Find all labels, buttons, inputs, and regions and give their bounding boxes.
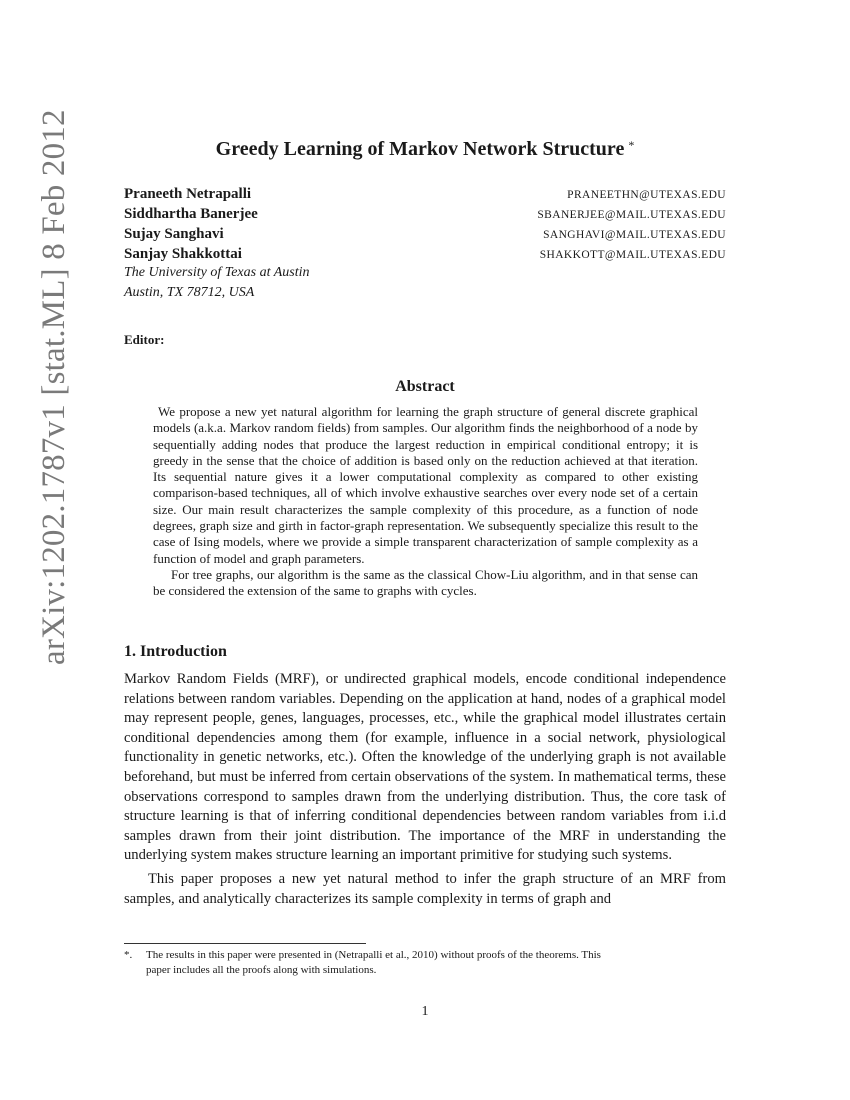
footnote-line <box>124 948 726 963</box>
author-email: SBANERJEE@MAIL.UTEXAS.EDU <box>537 209 726 221</box>
title-footnote-mark: * <box>628 138 635 152</box>
author-row <box>124 226 726 246</box>
abstract-paragraph: We propose a new yet natural algorithm for learning the graph structure of general discrete graphical models (a.k.a. Markov random fields) from samples. Our algorithm finds the neighborhood of a node by sequentially adding nodes that produce the largest reduction in empirical conditional entropy; it is greedy in the sense that the choice of addition is based only on the reduction achieved at that iteration. Its sequential nature gives it a lower computational complexity as compared to other existing comparison-based techniques, all of which involve exhaustive searches over every node set of a certain size. Our main result characterizes the sample complexity of this procedure, as a function of node degrees, graph size and girth in factor-graph representation. We subsequently specialize this result to the case of Ising models, where we provide a simple transparent characterization of sample complexity as a function of model and graph parameters. <box>153 404 698 566</box>
author-row <box>124 206 726 226</box>
footnote-line: paper includes all the proofs along with simulations. <box>146 964 377 976</box>
paper-title-text: Greedy Learning of Markov Network Structure <box>215 138 625 160</box>
author-name: Praneeth Netrapalli <box>124 186 252 202</box>
author-email: PRANEETHN@UTEXAS.EDU <box>567 189 726 201</box>
author-email: SANGHAVI@MAIL.UTEXAS.EDU <box>543 229 726 241</box>
author-row <box>124 246 726 266</box>
body-paragraph: This paper proposes a new yet natural method to infer the graph structure of an MRF from samples, and analytically characterizes its sample complexity in terms of graph and <box>124 870 726 907</box>
paper-title <box>0 138 850 161</box>
body-paragraph: Markov Random Fields (MRF), or undirected graphical models, encode conditional independence relations between random variables. Depending on the application at hand, nodes of a graphical model may represent people, genes, languages, processes, etc., while the graphical model illustrates certain conditional dependencies among them (for example, influence in a social network, physiological functionality in genetic networks, etc.). Often the knowledge of the underlying graph is not available beforehand, but must be inferred from certain observations of the system. In mathematical terms, these observations correspond to samples drawn from the underlying distribution. Thus, the core task of structure learning is that of inferring conditional dependencies between random variables from i.i.d samples drawn from their joint distribution. The importance of the MRF in understanding the underlying system makes structure learning an important primitive for studying such systems. <box>124 671 726 864</box>
footnote <box>124 948 726 978</box>
affiliation-institution: The University of Texas at Austin <box>124 265 310 280</box>
abstract-heading: Abstract <box>395 378 455 395</box>
arxiv-identifier-stamp: arXiv:1202.1787v1 [stat.ML] 8 Feb 2012 <box>36 109 72 665</box>
introduction-body <box>124 670 726 909</box>
author-row <box>124 186 726 206</box>
abstract-body <box>153 404 698 600</box>
author-list <box>124 186 726 266</box>
footnote-text: The results in this paper were presented in (Netrapalli et al., 2010) without proofs of the theorems. This <box>146 949 601 961</box>
author-name: Sujay Sanghavi <box>124 226 224 242</box>
footnote-mark: *. <box>124 949 133 961</box>
section-heading-introduction: 1. Introduction <box>124 643 227 660</box>
footnote-rule <box>124 943 366 944</box>
editor-label: Editor: <box>124 332 165 347</box>
author-name: Siddhartha Banerjee <box>124 206 258 222</box>
author-name: Sanjay Shakkottai <box>124 246 242 262</box>
affiliation-address: Austin, TX 78712, USA <box>124 285 255 300</box>
abstract-paragraph: For tree graphs, our algorithm is the same as the classical Chow-Liu algorithm, and in that sense can be considered the extension of the same to graphs with cycles. <box>153 566 698 599</box>
page-number: 1 <box>421 1004 429 1019</box>
author-email: SHAKKOTT@MAIL.UTEXAS.EDU <box>539 249 726 261</box>
